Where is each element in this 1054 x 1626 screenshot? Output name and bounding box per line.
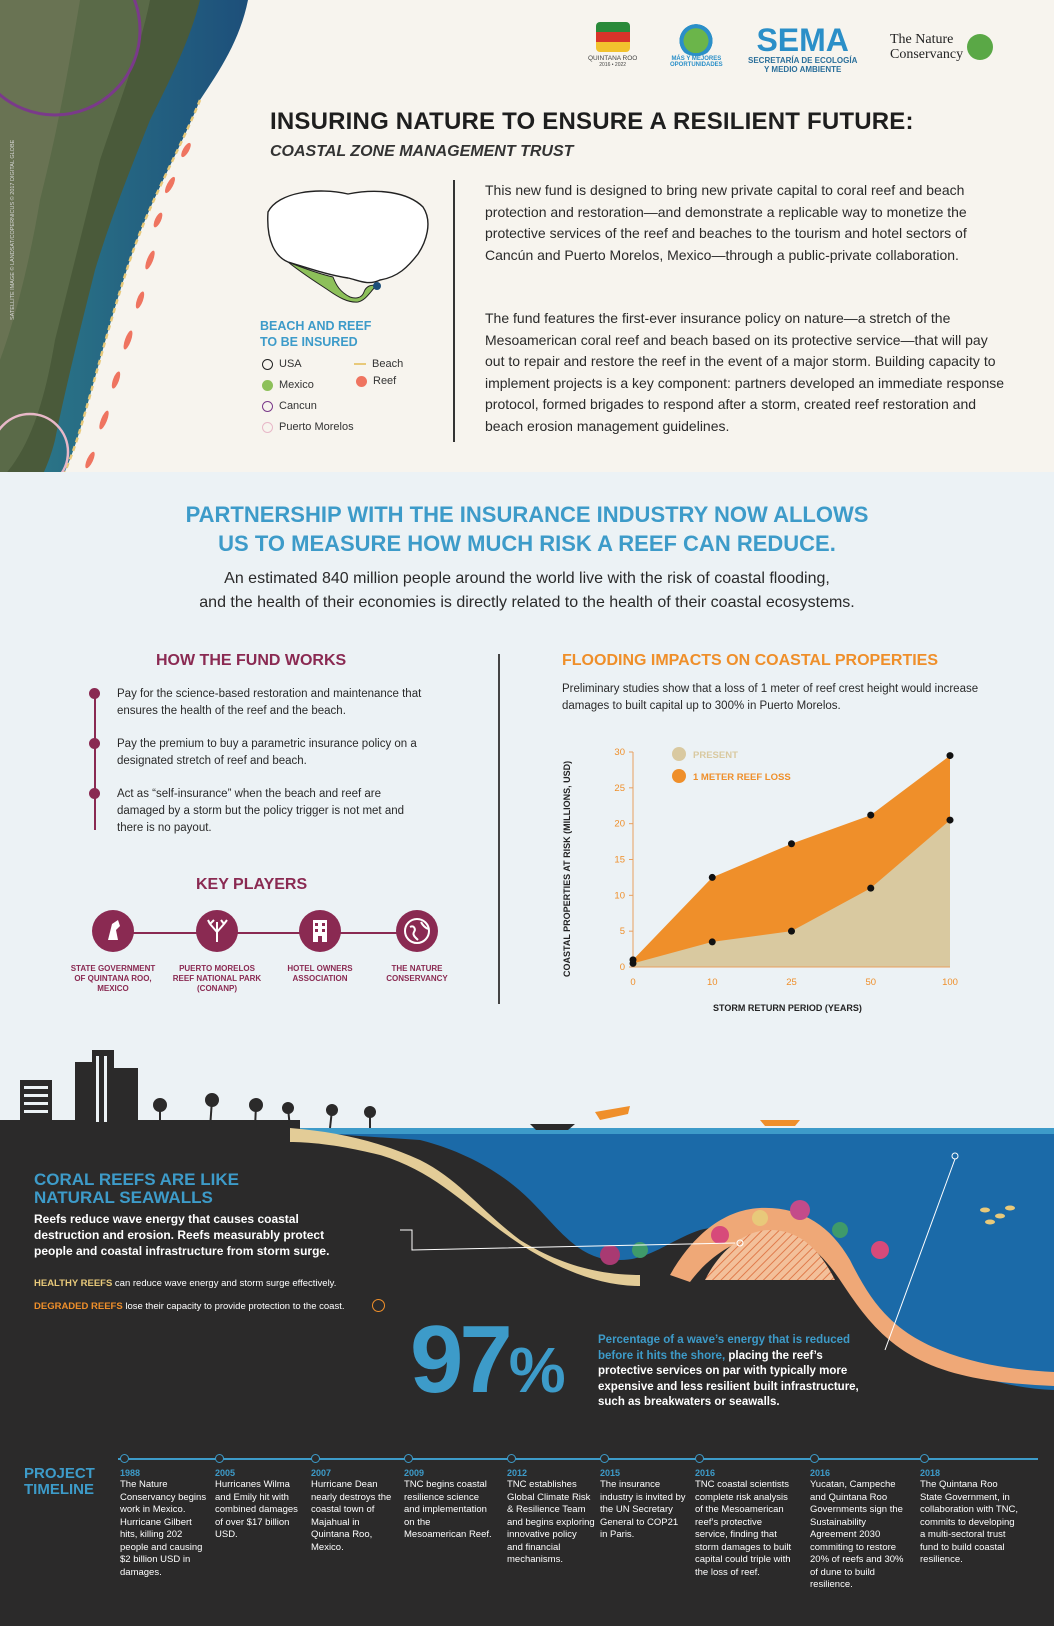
player-label-line: REEF NATIONAL PARK xyxy=(172,974,262,983)
x-tick-label: 50 xyxy=(865,977,877,988)
player-label-line: OF QUINTANA ROO, xyxy=(74,974,152,983)
x-axis-label: STORM RETURN PERIOD (YEARS) xyxy=(713,1003,862,1013)
quintana-roo-logo xyxy=(588,22,637,68)
healthy-reefs-note xyxy=(34,1278,336,1289)
healthy-reefs-label: HEALTHY REEFS xyxy=(34,1278,113,1289)
timeline-dot xyxy=(507,1454,516,1463)
legend-mexico-label: Mexico xyxy=(279,379,314,391)
sema-logo xyxy=(748,24,857,74)
timeline-year: 2016 xyxy=(695,1468,716,1478)
mexico-swatch xyxy=(262,380,273,391)
data-point xyxy=(788,840,795,847)
x-tick-label: 10 xyxy=(706,977,718,988)
timeline-text: Hurricanes Wilma and Emily hit with combined damages of over $17 billion USD. xyxy=(215,1479,298,1540)
data-point xyxy=(709,938,716,945)
timeline-text: The Nature Conservancy begins work in Mexico. Hurricane Gilbert hits, killing 202 people and causing $2 billion USD in damages. xyxy=(120,1479,207,1578)
legend-title xyxy=(260,318,371,350)
player-label-line: STATE GOVERNMENT xyxy=(70,964,156,973)
data-point xyxy=(788,928,795,935)
fund-timeline-line xyxy=(94,690,96,830)
legend-usa-label: USA xyxy=(279,358,302,370)
timeline-dot xyxy=(600,1454,609,1463)
timeline-text: Hurricane Dean nearly destroys the coastal town of Majahual in Quintana Roo, Mexico. xyxy=(311,1479,392,1553)
player-label-line: CONSERVANCY xyxy=(386,974,448,983)
timeline-year: 2018 xyxy=(920,1468,941,1478)
player-label-line: HOTEL OWNERS xyxy=(287,964,353,973)
usa-swatch xyxy=(262,359,273,370)
mas-logo-line2: OPORTUNIDADES xyxy=(670,62,723,68)
data-point xyxy=(947,752,954,759)
satellite-credit: SATELLITE IMAGE © LANDSAT/COPERNICUS © 2017 DIGITAL GLOBE xyxy=(10,139,16,320)
flooding-description: Preliminary studies show that a loss of 1 meter of reef crest height would increase damages to built capital up to 300% in Puerto Morelos. xyxy=(562,683,979,712)
timeline-dot xyxy=(695,1454,704,1463)
government-icon xyxy=(92,910,134,952)
y-tick-label: 20 xyxy=(614,818,625,830)
timeline-dot xyxy=(920,1454,929,1463)
data-point xyxy=(867,812,874,819)
player-label-line: ASSOCIATION xyxy=(292,974,348,983)
legend-reef xyxy=(356,375,396,387)
coral-icon xyxy=(196,910,238,952)
player-label-tnc xyxy=(362,964,472,984)
legend-reef-label: Reef xyxy=(373,375,397,387)
fund-item: Act as “self-insurance” when the beach and reef are damaged by a storm but the policy trigger is not met and there is no payout. xyxy=(117,788,405,834)
stat-rest: placing the reef’s protective services on par with typically more expensive and less resilient built infrastructure, such as breakwaters or seawalls. xyxy=(598,1349,859,1408)
timeline-text: TNC coastal scientists complete risk analysis of the Mesoamerican reef’s protective service, finding that storm damages to built capital could triple with the loss of reef. xyxy=(695,1479,792,1578)
timeline-year: 2015 xyxy=(600,1468,621,1478)
coral-title-line2: NATURAL SEAWALLS xyxy=(34,1188,213,1207)
player-label-line: THE NATURE xyxy=(391,964,443,973)
fund-bullet xyxy=(89,738,100,749)
timeline-title xyxy=(24,1466,95,1498)
player-label-line: PUERTO MORELOS xyxy=(179,964,255,973)
middle-divider xyxy=(498,654,500,1004)
player-label-government xyxy=(58,964,168,994)
partnership-sub-line2: and the health of their economies is directly related to the health of their coastal ecosystems. xyxy=(199,594,855,611)
legend-cancun xyxy=(262,400,317,412)
degraded-reef-icon xyxy=(372,1299,385,1312)
stat-value xyxy=(410,1306,562,1420)
key-players-title: KEY PLAYERS xyxy=(196,876,308,893)
intro-paragraph-2: The fund features the first-ever insurance policy on nature—a stretch of the Mesoamerican coral reef and beach based on its protective service—that will pay out to repair and restore the reef in the event of a major storm. Building capacity to implement projects is a key component: partners developed an immediate response protocol, formed brigades to respond after a storm, created reef restoration and beach erosion management guidelines. xyxy=(485,310,1005,434)
coral-title-line1: CORAL REEFS ARE LIKE xyxy=(34,1170,239,1189)
intro-divider xyxy=(453,180,455,442)
legend-title-line1: BEACH AND REEF xyxy=(260,319,372,333)
legend-beach xyxy=(354,358,403,370)
partnership-heading xyxy=(0,500,1054,558)
hotel-icon xyxy=(299,910,341,952)
player-label-reef-park xyxy=(162,964,272,994)
degraded-reefs-note xyxy=(34,1301,344,1312)
mas-logo-line1: MÁS Y MEJORES xyxy=(671,56,722,62)
timeline-year: 1988 xyxy=(120,1468,141,1478)
data-point xyxy=(630,956,637,963)
mas-oportunidades-logo xyxy=(670,22,723,68)
y-tick-label: 5 xyxy=(619,926,625,938)
partnership-heading-line1: PARTNERSHIP WITH THE INSURANCE INDUSTRY NOW ALLOWS xyxy=(185,502,869,527)
beach-swatch xyxy=(354,363,366,365)
legend-label-reef-loss: 1 METER REEF LOSS xyxy=(693,772,791,783)
legend-label-present: PRESENT xyxy=(693,750,738,761)
partnership-heading-line2: US TO MEASURE HOW MUCH RISK A REEF CAN REDUCE. xyxy=(218,531,836,556)
legend-beach-label: Beach xyxy=(372,358,404,370)
coral-title xyxy=(34,1171,239,1207)
timeline-line xyxy=(118,1458,1038,1460)
degraded-reefs-label: DEGRADED REEFS xyxy=(34,1301,123,1312)
y-tick-label: 30 xyxy=(614,747,625,758)
page-title: INSURING NATURE TO ENSURE A RESILIENT FUTURE: xyxy=(270,108,914,135)
puerto-morelos-swatch xyxy=(262,422,273,433)
timeline-dot xyxy=(120,1454,129,1463)
y-tick-label: 10 xyxy=(614,890,625,902)
coral-text: Reefs reduce wave energy that causes coastal destruction and erosion. Reefs measurably protect people and coastal infrastructure from storm surge. xyxy=(34,1212,330,1258)
tnc-logo xyxy=(890,32,993,62)
reef-swatch xyxy=(356,376,367,387)
fund-item: Pay for the science-based restoration and maintenance that ensures the health of the reef and the beach. xyxy=(117,688,422,717)
data-point xyxy=(947,817,954,824)
fund-item: Pay the premium to buy a parametric insurance policy on a designated stretch of reef and beach. xyxy=(117,738,417,767)
tnc-leaf-icon xyxy=(967,34,993,60)
globe-icon xyxy=(396,910,438,952)
fund-bullet xyxy=(89,688,100,699)
fund-title: HOW THE FUND WORKS xyxy=(156,652,347,669)
x-tick-label: 25 xyxy=(786,977,797,988)
timeline-text: TNC establishes Global Climate Risk & Resilience Team and begins exploring innovative policy and financial mechanisms. xyxy=(507,1479,595,1565)
timeline-text: TNC begins coastal resilience science and implementation on the Mesoamerican Reef. xyxy=(404,1479,492,1540)
player-label-hotel xyxy=(265,964,375,984)
timeline-year: 2009 xyxy=(404,1468,425,1478)
data-point xyxy=(867,885,874,892)
stat-number: 97 xyxy=(410,1306,509,1413)
y-axis-label: COASTAL PROPERTIES AT RISK (MILLIONS, USD) xyxy=(562,760,572,977)
sema-logo-sub2: Y MEDIO AMBIENTE xyxy=(764,65,842,74)
timeline-title-line2: TIMELINE xyxy=(24,1481,94,1498)
timeline-text: The insurance industry is invited by the UN Secretary General to COP21 in Paris. xyxy=(600,1479,686,1540)
legend-title-line2: TO BE INSURED xyxy=(260,335,358,349)
legend-swatch-present xyxy=(672,747,686,761)
legend-mexico xyxy=(262,379,314,391)
data-point xyxy=(709,874,716,881)
healthy-reefs-text: can reduce wave energy and storm surge effectively. xyxy=(112,1278,337,1289)
timeline-dot xyxy=(215,1454,224,1463)
legend-cancun-label: Cancun xyxy=(279,400,317,412)
sema-logo-sub1: SECRETARÍA DE ECOLOGÍA xyxy=(748,56,858,65)
timeline-dot xyxy=(810,1454,819,1463)
timeline-text: The Quintana Roo State Government, in collaboration with TNC, commits to developing a multi-sectoral trust fund to build coastal resilience. xyxy=(920,1479,1019,1565)
tnc-logo-line1: The Nature xyxy=(890,32,954,47)
timeline-year: 2012 xyxy=(507,1468,528,1478)
timeline-year: 2007 xyxy=(311,1468,332,1478)
intro-section xyxy=(0,0,1054,472)
y-tick-label: 15 xyxy=(614,854,625,866)
timeline-year: 2005 xyxy=(215,1468,236,1478)
timeline-dot xyxy=(404,1454,413,1463)
tnc-logo-line2: Conservancy xyxy=(890,47,964,62)
fund-bullet xyxy=(89,788,100,799)
stat-highlight: Percentage of a wave’s energy that is reduced before it hits the shore, xyxy=(598,1334,851,1362)
sema-logo-text: SEMA xyxy=(756,22,849,58)
partnership-subtext xyxy=(0,567,1054,615)
degraded-reefs-text: lose their capacity to provide protection to the coast. xyxy=(122,1301,345,1312)
cancun-swatch xyxy=(262,401,273,412)
x-tick-label: 100 xyxy=(942,977,958,988)
flooding-chart xyxy=(555,732,995,1022)
stat-description xyxy=(598,1333,863,1411)
legend-swatch-reef-loss xyxy=(672,769,686,783)
legend-puerto-morelos xyxy=(262,421,354,433)
stat-unit: % xyxy=(508,1334,562,1406)
key-players-line xyxy=(115,932,415,934)
intro-paragraph-1: This new fund is designed to bring new private capital to coral reef and beach protection and restoration—and demonstrate a replicable way to monetize the protective services of the reef and beaches to the tourism and hotel sectors of Cancún and Puerto Morelos, Mexico—through a public-private collaboration. xyxy=(485,182,967,263)
player-label-line: (CONANP) xyxy=(197,984,237,993)
y-tick-label: 0 xyxy=(619,962,625,973)
y-tick-label: 25 xyxy=(614,782,625,794)
qroo-logo-name: QUINTANA ROO xyxy=(588,55,638,62)
timeline-dot xyxy=(311,1454,320,1463)
legend-puerto-morelos-label: Puerto Morelos xyxy=(279,421,354,433)
north-america-map xyxy=(258,182,448,312)
x-tick-label: 0 xyxy=(630,977,636,988)
player-label-line: MEXICO xyxy=(97,984,129,993)
timeline-year: 2016 xyxy=(810,1468,831,1478)
page-subtitle: COASTAL ZONE MANAGEMENT TRUST xyxy=(270,143,574,160)
flooding-title: FLOODING IMPACTS ON COASTAL PROPERTIES xyxy=(562,652,939,669)
qroo-logo-years: 2016 • 2022 xyxy=(599,62,627,68)
timeline-title-line1: PROJECT xyxy=(24,1465,95,1482)
timeline-text: Yucatan, Campeche and Quintana Roo Governments sign the Sustainability Agreement 2030 commiting to restore 20% of reefs and 30% of dune to build resilience. xyxy=(810,1479,904,1590)
legend-usa xyxy=(262,358,302,370)
partnership-sub-line1: An estimated 840 million people around the world live with the risk of coastal flooding, xyxy=(224,570,830,587)
